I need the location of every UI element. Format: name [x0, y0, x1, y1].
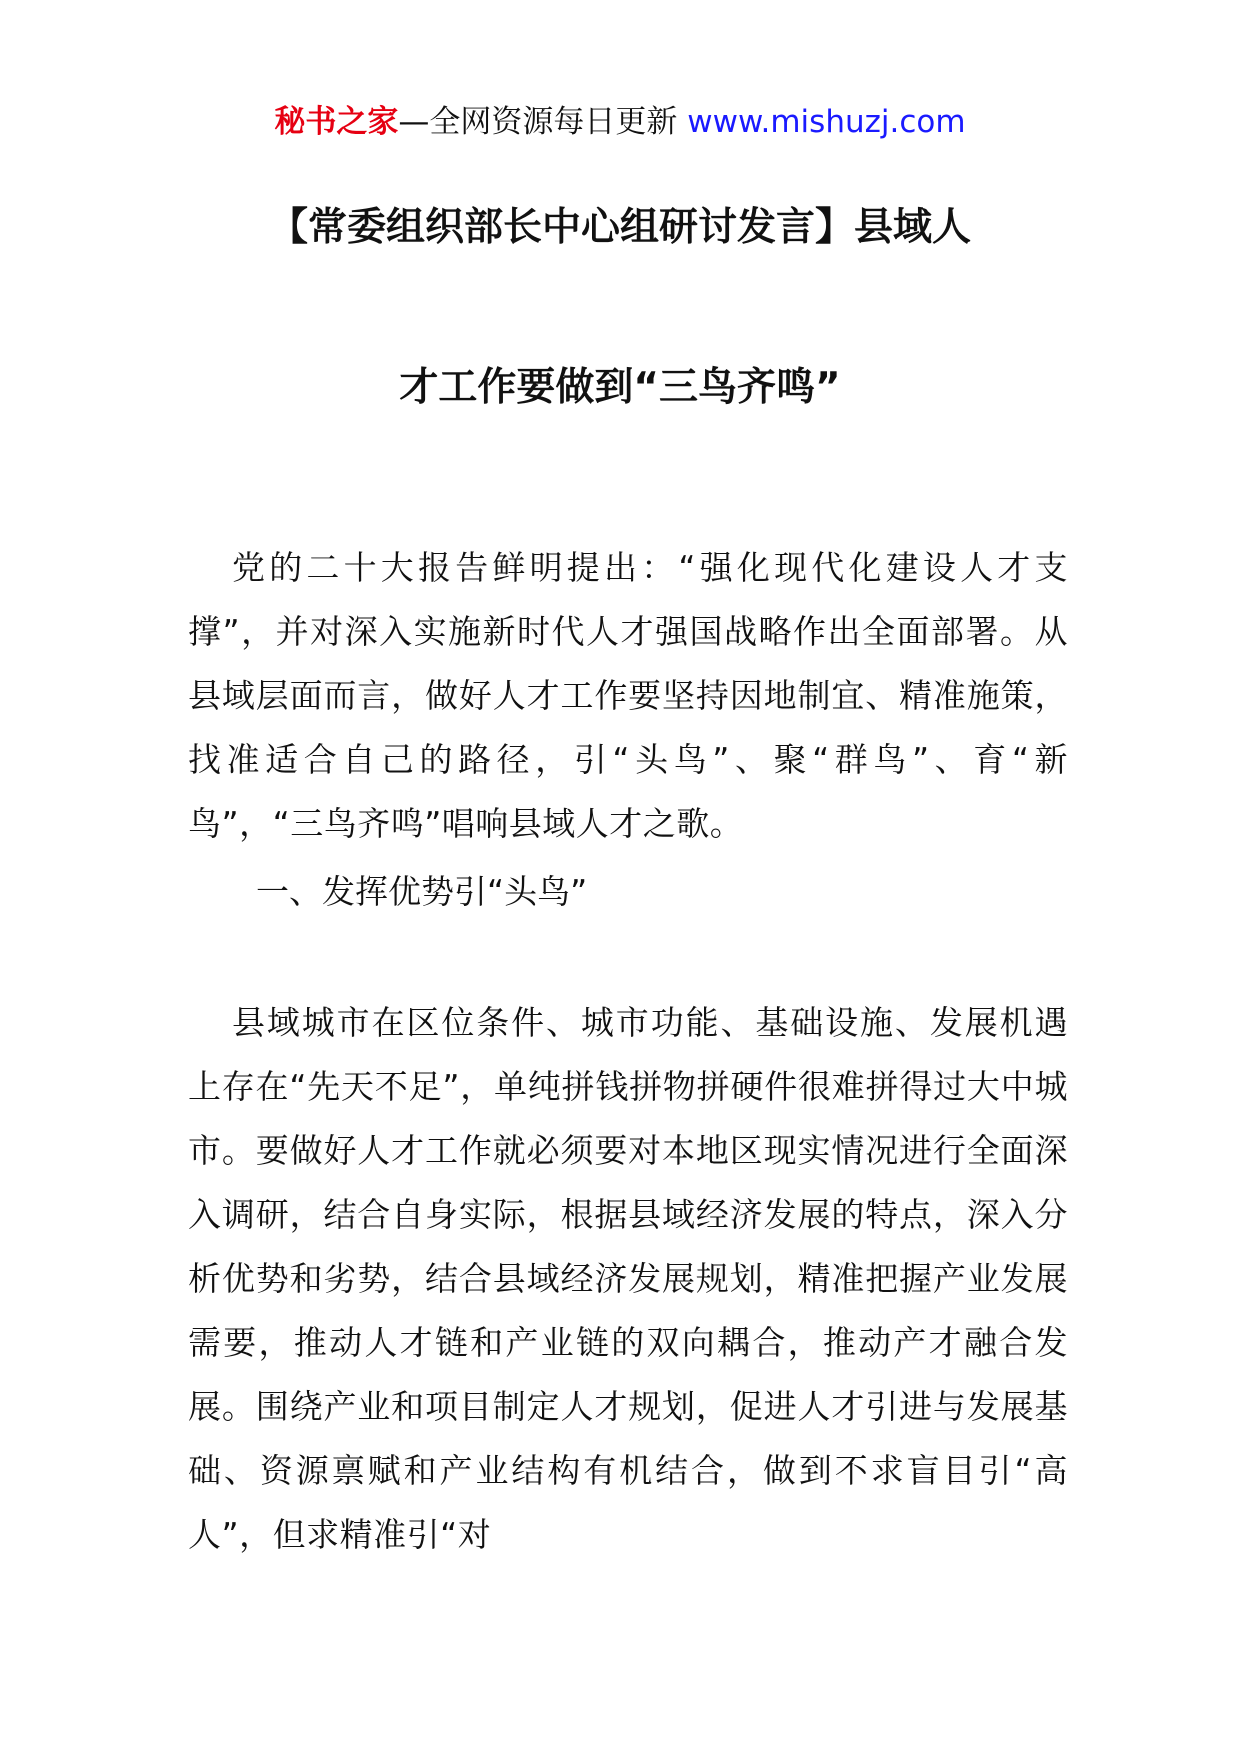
body-paragraph-section-1: 县域城市在区位条件、城市功能、基础设施、发展机遇上存在“先天不足”，单纯拼钱拼物拼硬件很难拼得过大中城市。要做好人才工作就必须要对本地区现实情况进行全面深入调研，结合自身实际，根据县域经济发展的特点，深入分析优势和劣势，结合县域经济发展规划，精准把握产业发展需要，推动人才链和产业链的双向耦合，推动产才融合发展。围绕产业和项目制定人才规划，促进人才引进与发展基础、资源禀赋和产业结构有机结合，做到不求盲目引“高人”，但求精准引“对	[188, 1003, 1068, 1554]
header-tagline: —全网资源每日更新	[398, 104, 688, 140]
document-title-line-2: 才工作要做到“三鸟齐鸣”	[399, 365, 841, 410]
document-title-line-1: 【常委组织部长中心组研讨发言】县域人	[268, 205, 971, 250]
site-header	[0, 100, 1240, 144]
section-heading-1: 一、发挥优势引“头鸟”	[256, 872, 588, 911]
site-url-link[interactable]: www.mishuzj.com	[687, 104, 966, 140]
brand-name: 秘书之家	[274, 104, 399, 140]
body-paragraph-intro: 党的二十大报告鲜明提出：“强化现代化建设人才支撑”，并对深入实施新时代人才强国战略作出全面部署。从县域层面而言，做好人才工作要坚持因地制宜、精准施策，找准适合自己的路径，引“头鸟”、聚“群鸟”、育“新鸟”，“三鸟齐鸣”唱响县域人才之歌。	[188, 548, 1068, 843]
